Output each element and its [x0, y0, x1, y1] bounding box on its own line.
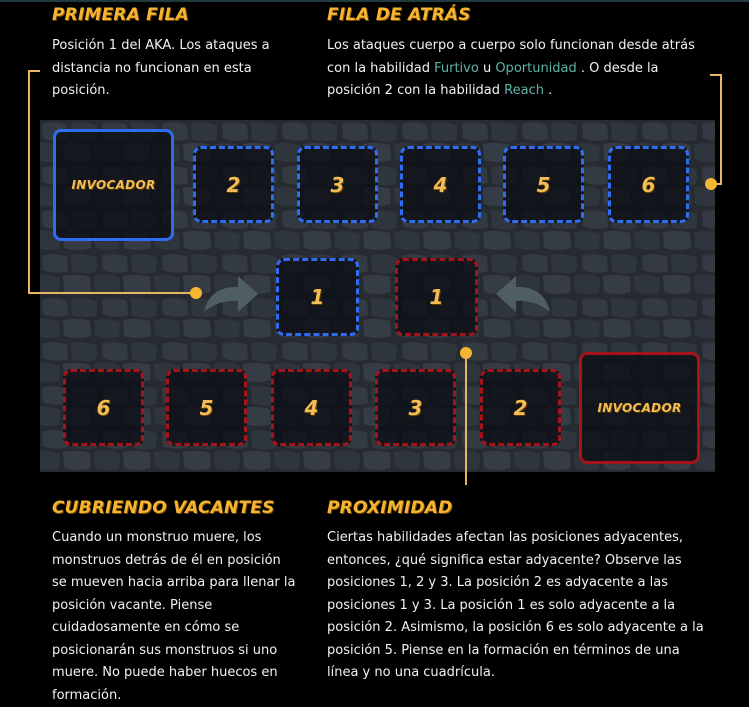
blue-slot-5[interactable]: 5 — [503, 146, 584, 223]
furtivo-link[interactable]: Furtivo — [434, 60, 479, 76]
primera-fila-text: Posición 1 del AKA. Los ataques a distancia no funcionan en esta posición. — [52, 38, 270, 98]
blue-slot-2[interactable]: 2 — [193, 146, 274, 223]
reach-link[interactable]: Reach — [504, 83, 544, 98]
connector-center-vertical — [465, 355, 467, 485]
primera-fila-title: PRIMERA FILA — [52, 5, 189, 25]
oportunidad-link[interactable]: Oportunidad — [495, 60, 577, 76]
red-summoner-slot[interactable]: INVOCADOR — [579, 352, 700, 464]
red-slot-4[interactable]: 4 — [271, 369, 352, 446]
curved-arrow-right-icon — [200, 272, 262, 322]
red-slot-2[interactable]: 2 — [480, 369, 561, 446]
connector-left-dot — [190, 287, 202, 299]
blue-slot-1-front[interactable]: 1 — [276, 258, 359, 336]
top-divider — [0, 0, 749, 2]
blue-summoner-slot[interactable]: INVOCADOR — [53, 129, 174, 241]
blue-slot-3[interactable]: 3 — [297, 146, 378, 223]
blue-slot-6[interactable]: 6 — [608, 146, 689, 223]
curved-arrow-left-icon — [492, 272, 554, 322]
red-slot-1-front[interactable]: 1 — [395, 258, 478, 336]
red-slot-6[interactable]: 6 — [63, 369, 144, 446]
proximidad-text: Ciertas habilidades afectan las posiciones adyacentes, entonces, ¿qué significa estar adyacente? Observe las posiciones 1, 2 y 3. La posición 2 es adyacente a las posiciones 1 y 3. La posición 1 es solo adyacente a la posición 2. Asimismo, la posición 6 es solo adyacente a la posición 5. Piense en la formación en términos de una línea y no una cuadrícula. — [327, 530, 704, 680]
cubriendo-title: CUBRIENDO VACANTES — [52, 498, 275, 518]
red-slot-3[interactable]: 3 — [375, 369, 456, 446]
connector-right-vertical — [720, 74, 722, 185]
fila-atras-text: Los ataques cuerpo a cuerpo solo funcionan desde atrás con la habilidad Furtivo u Oportunidad . O desde la posición 2 con la habilidad Reach . — [327, 38, 695, 98]
battle-board — [40, 120, 715, 472]
connector-left-vertical — [28, 70, 30, 294]
proximidad-title: PROXIMIDAD — [327, 498, 453, 518]
cubriendo-text: Cuando un monstruo muere, los monstruos detrás de él en posición se mueven hacia arriba para llenar la posición vacante. Piense cuidadosamente en cómo se posicionarán sus monstruos si uno muere. No puede haber huecos en formación. — [52, 530, 296, 703]
fila-atras-title: FILA DE ATRÁS — [327, 5, 471, 25]
connector-right-dot — [705, 178, 717, 190]
blue-slot-4[interactable]: 4 — [400, 146, 481, 223]
connector-left-horizontal — [28, 292, 196, 294]
red-slot-5[interactable]: 5 — [166, 369, 247, 446]
